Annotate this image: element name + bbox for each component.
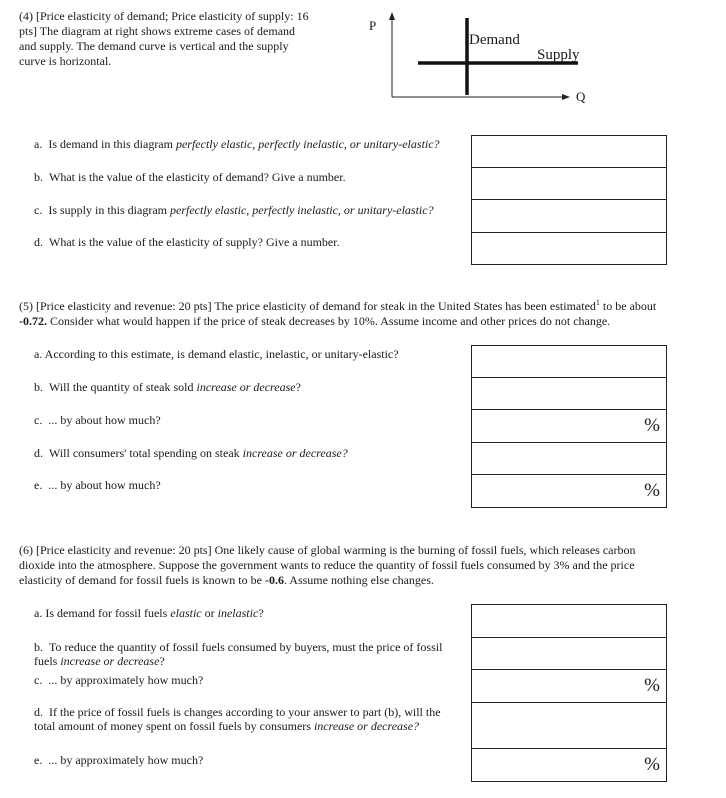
q6e-answer-box[interactable] (471, 748, 667, 782)
q4-header: (4) [Price elasticity of demand; Price elasticity of supply: 16 pts] The diagram at right shows extreme cases of demand and supply. The demand curve is vertical and the supply curve is horizontal. (19, 9, 309, 68)
q5e-question: e. ... by about how much? (34, 478, 161, 492)
q-axis-arrow (562, 94, 570, 100)
q4c-question: c. Is supply in this diagram perfectly elastic, perfectly inelastic, or unitary-elastic? (34, 203, 434, 217)
q6a-question: a. Is demand for fossil fuels elastic or inelastic? (34, 606, 264, 620)
q6e-question: e. ... by approximately how much? (34, 753, 204, 767)
percent-sign: % (644, 675, 660, 696)
q-axis-label: Q (576, 89, 586, 104)
q5c-answer-box[interactable] (471, 409, 667, 443)
q6d-question: d. If the price of fossil fuels is changes according to your answer to part (b), will the total amount of money spent on fossil fuels by consumers increase or decrease? (34, 705, 441, 733)
q5-header: (5) [Price elasticity and revenue: 20 pts] The price elasticity of demand for steak in the United States has been estimated$^1$ to be about -0.72. Consider what would happen if the price of steak decreases by 10%. Assume income and other prices do not change. (19, 298, 657, 328)
q6a-answer-box[interactable] (471, 604, 667, 638)
q6b-answer-box[interactable] (471, 637, 667, 670)
q5e-answer-box[interactable] (471, 474, 667, 508)
q5d-answer-box[interactable] (471, 442, 667, 475)
demand-label: Demand (469, 32, 520, 48)
q6c-answer-box[interactable] (471, 669, 667, 703)
percent-sign: % (644, 754, 660, 775)
q4a-answer-box[interactable] (471, 135, 667, 168)
q6-header: (6) [Price elasticity and revenue: 20 pts] One likely cause of global warming is the burning of fossil fuels, which releases carbon dioxide into the atmosphere. Suppose the government wants to reduce the quantity of fossil fuels consumed by 3% and the price elasticity of demand for fossil fuels is known to be -0.6. Assume nothing else changes. (19, 543, 636, 587)
q4d-answer-box[interactable] (471, 232, 667, 265)
p-axis-label: P (369, 18, 377, 33)
p-axis-arrow (389, 12, 395, 20)
q5b-answer-box[interactable] (471, 377, 667, 410)
percent-sign: % (644, 480, 660, 501)
q5c-question: c. ... by about how much? (34, 413, 161, 427)
supply-label: Supply (537, 47, 580, 63)
q6b-question: b. To reduce the quantity of fossil fuels consumed by buyers, must the price of fossil fuels increase or decrease? (34, 640, 443, 668)
q6d-answer-box[interactable] (471, 702, 667, 749)
q5b-question: b. Will the quantity of steak sold increase or decrease? (34, 380, 301, 394)
q4c-answer-box[interactable] (471, 199, 667, 233)
q4b-answer-box[interactable] (471, 167, 667, 200)
q5a-question: a. According to this estimate, is demand elastic, inelastic, or unitary-elastic? (34, 347, 399, 361)
percent-sign: % (644, 415, 660, 436)
q4d-question: d. What is the value of the elasticity of supply? Give a number. (34, 235, 340, 249)
q5a-answer-box[interactable] (471, 345, 667, 378)
q6c-question: c. ... by approximately how much? (34, 673, 204, 687)
q5d-question: d. Will consumers' total spending on steak increase or decrease? (34, 446, 348, 460)
q4b-question: b. What is the value of the elasticity of demand? Give a number. (34, 170, 346, 184)
q4a-question: a. Is demand in this diagram perfectly elastic, perfectly inelastic, or unitary-elastic? (34, 137, 440, 151)
